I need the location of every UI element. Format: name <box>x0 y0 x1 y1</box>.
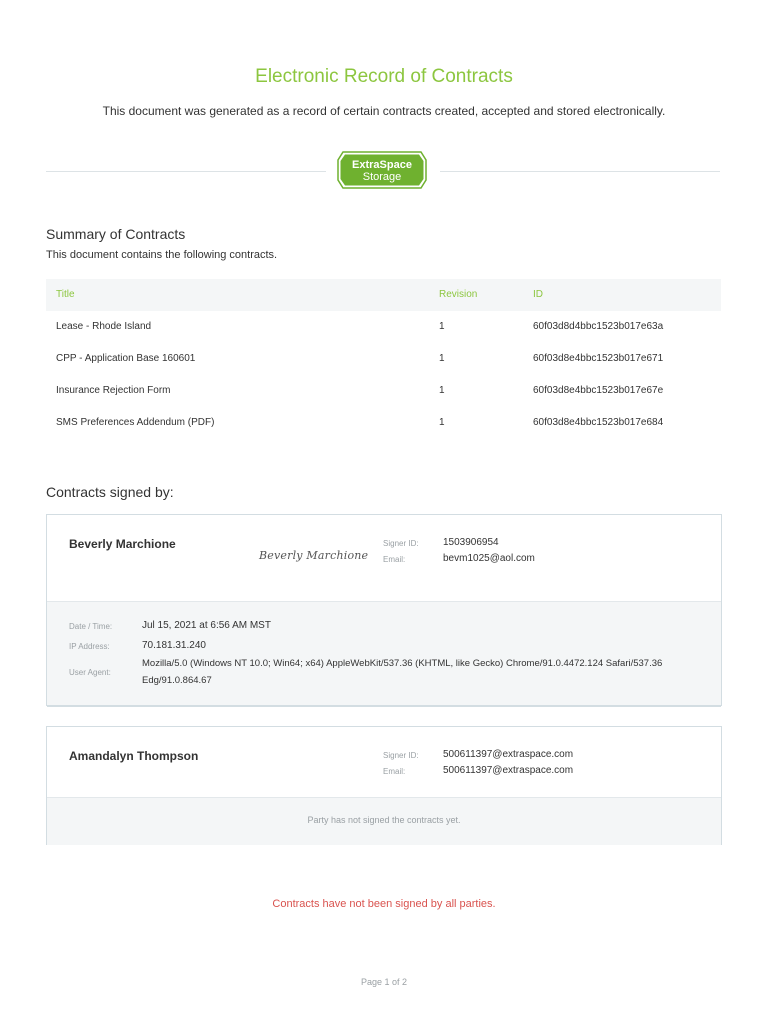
agent-value-line2: Edg/91.0.864.67 <box>142 675 212 686</box>
divider-right <box>440 171 720 172</box>
cell-revision: 1 <box>439 385 445 396</box>
column-revision: Revision <box>439 289 478 300</box>
agent-label: User Agent: <box>69 668 111 677</box>
signer-card <box>46 726 722 845</box>
page-subtitle: This document was generated as a record of certain contracts created, accepted and stored electronically. <box>102 104 666 118</box>
signer-id-label: Signer ID: <box>383 539 419 548</box>
signer-id-value: 500611397@extraspace.com <box>443 749 574 760</box>
email-value: bevm1025@aol.com <box>443 553 535 564</box>
summary-heading: Summary of Contracts <box>46 226 186 242</box>
email-label: Email: <box>383 555 406 564</box>
cell-revision: 1 <box>439 353 445 364</box>
table-row <box>46 407 721 439</box>
ip-label: IP Address: <box>69 642 110 651</box>
cell-title: Insurance Rejection Form <box>56 385 171 396</box>
divider-left <box>46 171 326 172</box>
signer-name: Amandalyn Thompson <box>69 749 199 763</box>
not-signed-status: Party has not signed the contracts yet. <box>307 815 461 825</box>
summary-subheading: This document contains the following contracts. <box>46 249 278 261</box>
table-header <box>46 279 721 311</box>
table-row <box>46 311 721 343</box>
signer-name: Beverly Marchione <box>69 537 176 551</box>
cell-id: 60f03d8e4bbc1523b017e671 <box>533 353 664 364</box>
datetime-label: Date / Time: <box>69 622 113 631</box>
signature-details <box>47 797 721 845</box>
ip-value: 70.181.31.240 <box>142 640 206 651</box>
cell-id: 60f03d8e4bbc1523b017e684 <box>533 417 664 428</box>
cell-title: Lease - Rhode Island <box>56 321 152 332</box>
column-title: Title <box>56 289 75 300</box>
email-label: Email: <box>383 767 406 776</box>
signer-id-label: Signer ID: <box>383 751 419 760</box>
extra-space-storage-logo <box>337 151 427 189</box>
cell-revision: 1 <box>439 321 445 332</box>
signature-details <box>47 601 721 707</box>
signature-image: Beverly Marchione <box>259 549 369 562</box>
contracts-table <box>46 279 721 439</box>
email-value: 500611397@extraspace.com <box>443 765 574 776</box>
cell-title: SMS Preferences Addendum (PDF) <box>56 417 215 428</box>
cell-title: CPP - Application Base 160601 <box>56 353 196 364</box>
cell-id: 60f03d8d4bbc1523b017e63a <box>533 321 664 332</box>
signers-heading: Contracts signed by: <box>46 484 174 500</box>
column-id: ID <box>533 289 543 300</box>
unsigned-warning: Contracts have not been signed by all parties. <box>272 898 496 910</box>
agent-value-line1: Mozilla/5.0 (Windows NT 10.0; Win64; x64) AppleWebKit/537.36 (KHTML, like Gecko) Chrome/91.0.4472.124 Safari/537.36 <box>142 658 663 669</box>
page-title: Electronic Record of Contracts <box>255 66 513 87</box>
table-row <box>46 343 721 375</box>
table-row <box>46 375 721 407</box>
signer-id-value: 1503906954 <box>443 537 499 548</box>
logo-line1: ExtraSpace <box>352 159 412 171</box>
cell-revision: 1 <box>439 417 445 428</box>
logo-line2: Storage <box>362 171 402 183</box>
signer-card <box>46 514 722 706</box>
cell-id: 60f03d8e4bbc1523b017e67e <box>533 385 664 396</box>
datetime-value: Jul 15, 2021 at 6:56 AM MST <box>142 620 271 631</box>
page-number: Page 1 of 2 <box>360 977 408 987</box>
